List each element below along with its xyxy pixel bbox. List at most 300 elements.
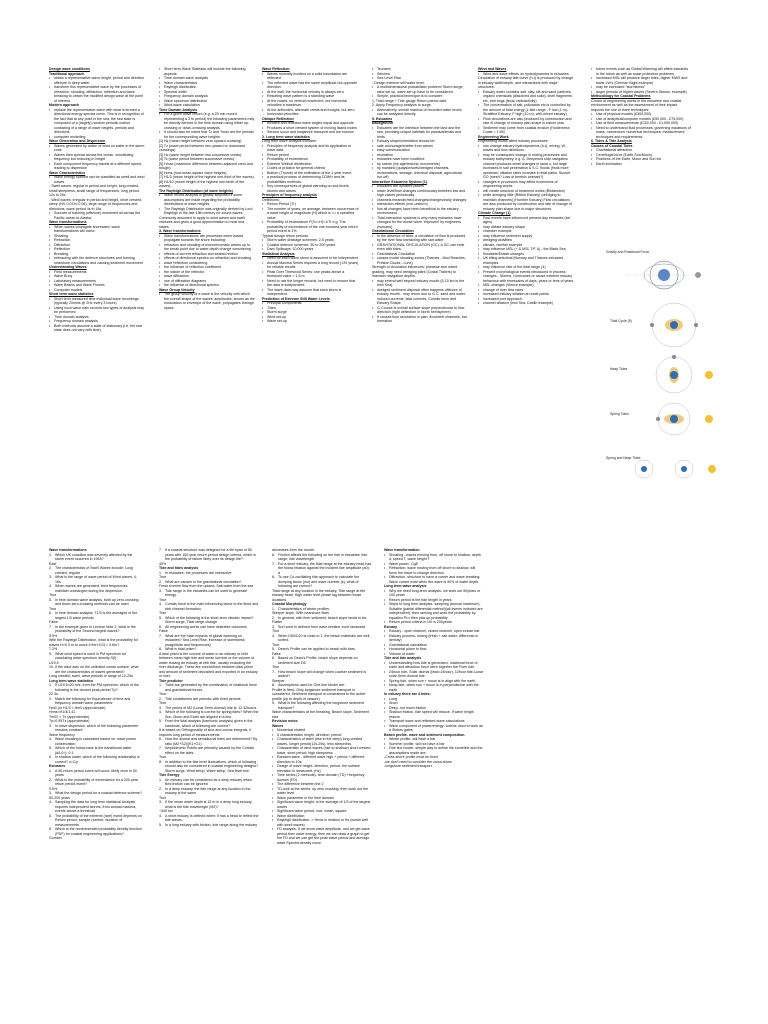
question-number: 5. bbox=[159, 719, 162, 723]
bullet-item: • The concentration of salt, pollutants etc is controlled by the amount of tidal energy (L tide range - F low (1 m), Stratified Estuary; F high (10 m), well-mixed estuary) bbox=[478, 103, 574, 117]
section-heading: Wave Reflection bbox=[262, 67, 290, 71]
bullet-item: • Winter profile- will have a bar bbox=[384, 737, 484, 742]
bullet-item: • computer modelling bbox=[49, 135, 145, 140]
question-number: 3. bbox=[49, 791, 52, 795]
question-number: 7. bbox=[272, 669, 275, 674]
question-text: The probability of the extreme (rare) event depends on Return period, sample number, duration of measurements. bbox=[55, 813, 142, 827]
text-line: Tidal range at any location in the estuary, Tide range at the estuary head, High water level phase lag between those locations bbox=[272, 588, 366, 602]
question-number: 6. bbox=[159, 624, 162, 629]
bullet-item: • Frequency domain analysis bbox=[49, 319, 145, 324]
text-line: Choice of engineering works in the estuarine and coastal environment as well as the assessment of their impact requires the use of three techniques: bbox=[591, 98, 682, 112]
bullet-item: • dredged sediment disposal often happens offshore of estuary mouth - may return due to G.C. sand and water induced currents, tidal currents, Coriolis force and Estuary Shape. bbox=[372, 288, 468, 306]
question-text: In the example given in Lecture Note 2, what is the probability of the Second largest waves? bbox=[55, 624, 136, 633]
question-text: Sampling the data for long term statistical Analysis requires independent storms, from annual maxima, events above a threshold bbox=[55, 800, 137, 813]
subheading: Estuaries bbox=[49, 764, 66, 768]
text-line: East bbox=[49, 561, 57, 566]
bullet-item: • Time domain wave analysis bbox=[159, 76, 255, 81]
bullet-item: • Flow circulations are also produced by construction and rate of change of estuary plan shape in nature plan. bbox=[478, 117, 574, 126]
bullet-item: • Laboratory measurements bbox=[49, 279, 145, 284]
question-item bbox=[49, 625, 142, 634]
text-line: - Design extreme still water level. bbox=[372, 80, 425, 85]
subheading: Long term wave statistics bbox=[49, 678, 93, 683]
bullet-item: • Peak Over Threshold Series: use peaks above a threshold value > 1.5 m bbox=[262, 270, 360, 279]
bullet-item: • Estuary process- mixing (fresh + salt water, difference in density) bbox=[384, 634, 484, 643]
question-text: Characteristics of winter profiles: bbox=[278, 606, 330, 611]
section-heading: Wave Generation and Dispersion bbox=[49, 139, 106, 143]
subheading: Background bbox=[372, 121, 393, 125]
bullet-item: • changes in processes may affect economics of engineering works: bbox=[478, 180, 574, 189]
bullet-item: • chamber example bbox=[478, 229, 574, 234]
question-text: When waves are generated, their frequencies maintain unchanged during the dispersion. bbox=[55, 584, 128, 593]
diagram-label-neap: Neap Tides bbox=[610, 367, 628, 371]
bullet-item: • When waves propagate shoreward, wave transformations will occur: bbox=[49, 225, 145, 234]
question-number: 9. bbox=[49, 651, 52, 656]
text-line: Flatter bbox=[272, 620, 283, 624]
bullet-item: • dredging activities bbox=[478, 238, 574, 243]
question-item bbox=[159, 580, 259, 585]
question-text: When D60/D10 is close to 1, the beach materials are well-sorted. bbox=[278, 633, 371, 642]
question-number: 10. bbox=[49, 665, 54, 669]
bullet-item: • channel siltation (Irish Sea, Dublin example) bbox=[478, 301, 574, 306]
bullet-item: • Need for each wave storm is assumed to be independent bbox=[262, 256, 360, 261]
question-text: What is tidal prism? bbox=[165, 647, 197, 651]
question-text: An estuary can be considered as a deep estuary when Bed friction can be ignored bbox=[165, 777, 252, 786]
question-item bbox=[49, 566, 142, 575]
bullet-item: • Past events have influenced present-day estuaries (ice ages) bbox=[478, 216, 574, 225]
question-number: 3. bbox=[49, 575, 52, 579]
question-text: Tide range in the estuaries can be used to generate energy. bbox=[165, 588, 248, 597]
question-text: In time domain wave analysis, both up zero-crossing and down zero-crossing methods can be used. bbox=[55, 597, 139, 606]
quiz-column-2 bbox=[159, 548, 259, 1022]
question-number: 7. bbox=[159, 633, 162, 638]
question-text: From the tidal analysis (harmonic analysis) given in the handouts, which of following are correct? bbox=[165, 719, 253, 728]
bullet-item: • UK tilting anticlinal (Norway and Thames estuaries examples bbox=[478, 256, 574, 265]
question-number: 2. bbox=[49, 566, 52, 570]
section-heading: Wave Group Velocity bbox=[159, 287, 195, 292]
question-item bbox=[159, 616, 259, 625]
notes-column-1 bbox=[49, 67, 145, 525]
text-line: True bbox=[159, 575, 167, 579]
text-line: Gumbel bbox=[49, 836, 62, 840]
bullet-item: • may influence rate of the tidal range (4) bbox=[478, 265, 574, 270]
text-line: True bbox=[159, 597, 167, 602]
bullet-item: • Random wave - different wave high + period + different direction to 10s. bbox=[272, 755, 372, 764]
section-heading: 5. Estuaries bbox=[372, 116, 393, 121]
question-item bbox=[159, 737, 259, 746]
question-item bbox=[272, 656, 372, 665]
bullet-item: • Resulting wave pattern is a standing wave bbox=[262, 94, 360, 99]
bullet-item: • can change estuary hydrodynamics (h-t), mixing, W-waves and flow directions bbox=[478, 144, 574, 153]
question-text: What is the probability of exceedance for a 200-year return period event? bbox=[55, 777, 139, 786]
bullet-item: • Wave transformations are processes when waves propagate towards the shore including: bbox=[159, 234, 255, 243]
bullet-item: • Return Period (Tr) bbox=[262, 202, 360, 207]
bullet-item: • Wind set-up bbox=[262, 315, 360, 320]
question-item bbox=[49, 724, 142, 733]
bullet-item: • floodable/Estatic changes bbox=[478, 252, 574, 257]
bullet-item: • increased estuary siltation at nodal points bbox=[478, 292, 574, 297]
text-line: Steeper bbox=[272, 678, 285, 683]
notes-column-3 bbox=[262, 67, 360, 545]
section-heading: Oblique Reflection bbox=[262, 116, 294, 121]
bullet-item: • may be increased "storminess" bbox=[591, 85, 691, 90]
bullet-item: • Field measurements bbox=[49, 270, 145, 275]
question-item bbox=[159, 778, 259, 787]
text-line: -longshore sediment transport bbox=[384, 764, 432, 768]
diagram-label-spring: Spring Tides bbox=[610, 412, 629, 416]
question-text: In shallow water, which of the following relationship is correct? c=Cg bbox=[55, 755, 140, 764]
question-item bbox=[49, 791, 142, 796]
bullet-item: • Storm surge bbox=[262, 310, 360, 315]
question-number: 6. bbox=[49, 755, 52, 759]
question-number: 3. bbox=[159, 705, 162, 710]
bullet-item: • Wave characteristics bbox=[159, 81, 255, 86]
bullet-item: • Extreme Weibull distribution bbox=[262, 162, 360, 167]
subheading: Beach profile- wave and sediment composition. bbox=[384, 732, 466, 737]
bullet-item: • Codes of practice for general criteria bbox=[262, 166, 360, 171]
question-item bbox=[159, 589, 259, 598]
question-number: 5. bbox=[49, 746, 52, 750]
quiz-column-3 bbox=[272, 548, 372, 1022]
bullet-item: • Diffraction- structure to have a corner and wave breaking. Wave corner exist when the wave is 90% of water depth. bbox=[384, 575, 484, 584]
bullet-item: • Reflection bbox=[49, 247, 145, 252]
question-number: 3. bbox=[159, 588, 162, 593]
subheading: Revision notes bbox=[272, 719, 298, 723]
bullet-item: • Steps to long term analysis- sampling (annual maximum), Suitable (partial differential method)(all events included are independent), then ranking and work the probability by equation Pi=i then pick up probability bbox=[384, 602, 484, 620]
bullet-item: • effects of directional spectra on refraction and shoaling bbox=[159, 256, 255, 261]
bullet-item: • Breaking bbox=[49, 252, 145, 257]
question-item bbox=[49, 665, 142, 674]
bullet-item: • Design of wave height, direction, period- the surface elevation is measured. (Hz) bbox=[272, 764, 372, 773]
bullet-item: • Long bbox=[384, 697, 484, 702]
bullet-item: • Positions of the Earth, Moon and Sun etc bbox=[591, 157, 691, 162]
question-item bbox=[272, 607, 372, 612]
question-text: Based on Dean's Profile, beach slope depends on sediment size D5 bbox=[278, 656, 358, 665]
bullet-item: • Diffraction bbox=[49, 243, 145, 248]
bullet-item: • easy communication bbox=[372, 148, 468, 153]
bullet-item: • Rayleigh distribution bbox=[159, 85, 255, 90]
question-item bbox=[49, 746, 142, 755]
bullet-item: • by nature (ice age/tectonic movements) bbox=[372, 162, 468, 167]
bullet-item: • Return period criteria in UK is 200years. bbox=[384, 620, 484, 625]
bullet-item: • The Rayleigh Distribution was originally derived by Lord Rayleigh in the late 19th century for sound waves. bbox=[159, 207, 255, 216]
bullet-item: • Tsunami bbox=[372, 67, 468, 72]
diagram-label-gravity: Gravity and Rotational Force bbox=[606, 250, 650, 254]
bullet-item: • Shallow friction, tide speed will reduce. If wave length reduce bbox=[384, 710, 484, 719]
bullet-item: • Wave power- CgE bbox=[384, 562, 484, 567]
bullet-item: • Centrifugal force (Earth-Sun/Moon) bbox=[591, 153, 691, 158]
text-line: 5.5% bbox=[49, 633, 58, 638]
question-item bbox=[159, 823, 259, 828]
question-number: 1. bbox=[49, 768, 52, 773]
question-item bbox=[272, 616, 372, 621]
text-line: [6] Hrms (root-mean-square wave heights). bbox=[159, 170, 228, 175]
bullet-item: • Significant wave period- root, mean, square. bbox=[272, 809, 372, 814]
text-line: U19.5 bbox=[49, 660, 59, 665]
text-line: decreases from the mouth. bbox=[272, 548, 315, 552]
bullet-item: • Rayleigh distribution -> Hrms in relation to Hs (works well with swell waves) bbox=[272, 818, 372, 827]
text-line: True bbox=[49, 593, 57, 597]
bullet-item: • change of river flow rates bbox=[478, 288, 574, 293]
question-text: What is the following affecting the longshore sediment transport? bbox=[278, 701, 364, 710]
question-text: Amphidromic Points are primarily caused by the Coriolis effect on the tides. bbox=[165, 746, 255, 755]
revision-column-4 bbox=[384, 548, 484, 1022]
text-line: [8] H1/10 (mean height of the highest one-tenth of the waves). bbox=[159, 179, 245, 188]
question-number: 7. bbox=[272, 561, 275, 566]
text-line: Definitions: bbox=[262, 197, 280, 202]
text-line: Hrms=H1/3/1.41 bbox=[49, 710, 76, 714]
question-item bbox=[159, 571, 259, 576]
bullet-item: • Sources of tracking (offshore) monitored all across the Pacific ocean to Alaska. bbox=[49, 211, 145, 220]
question-item bbox=[49, 652, 142, 661]
question-text: What are causes to the gravitational circulation? bbox=[165, 579, 242, 584]
bullet-item: • Principal components: bbox=[262, 301, 360, 306]
question-item bbox=[159, 719, 259, 728]
bullet-item: • Wave set-up bbox=[262, 319, 360, 324]
bullet-item: • GRAVITATIONAL CIRCULATION (GC). A GC can exist even with tides. bbox=[372, 243, 468, 252]
bullet-item: • Gravitational calculation bbox=[384, 643, 484, 648]
text-line: Fresh riverine flow from the upland, Salt water from the sea bbox=[159, 584, 254, 588]
question-text: Surf zone is defined from wave breaker zone landward. bbox=[278, 624, 366, 629]
bullet-item: • larger periods of higher waves (Severn Stones, example) bbox=[591, 90, 691, 95]
question-number: 5. bbox=[159, 822, 162, 827]
bullet-item: • Refraction bbox=[49, 238, 145, 243]
text-line: ~540 km bbox=[159, 809, 173, 813]
question-item bbox=[272, 701, 372, 710]
question-text: In wave dispersion, which of the following parameter remains constant: bbox=[55, 723, 139, 732]
bullet-item: • Annual Maxima Series requires a long record (>20 years) for reliable results bbox=[262, 261, 360, 270]
bullet-item: • Wave distribution bbox=[272, 814, 372, 819]
text-line: 7.2% bbox=[49, 647, 58, 651]
question-item bbox=[159, 787, 259, 796]
bullet-item: • It should also be noted that Tz and Tmax are the periods for the corresponding wave heights bbox=[159, 130, 255, 139]
bullet-item: • while dredging little (Ribble Estuary) (dredging to maintain channels) (Humber Estuary) Flow circulations are also produced by construction and rate of change of estuary plan shape due to major structures. bbox=[478, 193, 574, 211]
question-text: If the mean water depth is 15 m in a deep long estuary, what is the tide wavelength (M2)? bbox=[165, 800, 253, 809]
question-number: 5. bbox=[49, 597, 52, 602]
text-line: 2. Apply Frequency analysis to surge. bbox=[372, 103, 432, 107]
question-item bbox=[272, 562, 372, 576]
question-text: What is the range of wave period of Wind waves: 4-16s bbox=[55, 575, 138, 584]
bullet-item: • One line model- simple way to define the shoreline and the assumptions made are: bbox=[384, 746, 484, 755]
bullet-item: • Alternatively, overall maxima of recorded water levels can be analysed directly. bbox=[372, 108, 468, 117]
text-line: Long term wave analysis includes: bbox=[262, 139, 317, 143]
bullet-item: • Wave parameter in the time domain bbox=[272, 796, 372, 801]
bullet-item: • Earth inclination bbox=[591, 162, 691, 167]
bullet-item: • Both methods assume a state of stationary (i.e. the sea state does not vary with time). bbox=[49, 324, 145, 333]
bullet-item: • by mankind (quays/wharfs/dredged channels, reclamations, sewage, chemical disposal, agricultural run-off) bbox=[372, 166, 468, 180]
bullet-item: • the nature of the reflector bbox=[159, 270, 255, 275]
bullet-item: • FD analysis- If we know wave amplitude, and we get wave period then wave energy, then we can draw a graph to get the FD and we can get the peak wave period and average wave Spectra density curve bbox=[272, 827, 372, 845]
text-line: [7] H1/3 (mean height of the highest one-third of the waves). bbox=[159, 175, 255, 179]
text-line: 50-200 years bbox=[49, 795, 70, 800]
text-line: A tidal prism is the volume of water in an estuary or inlet between mean high tide and mean low tide or the volume of water leaving an estuary at ebb tide, usually excluding the river discharge. These are connections between tidal prism and amount of sediment deposited and exported in an estuary or inlet. bbox=[159, 651, 258, 678]
question-number: 9. bbox=[272, 701, 275, 705]
question-number: 2. bbox=[159, 579, 162, 584]
question-number: 3. bbox=[49, 723, 52, 728]
spring-tide-diagram bbox=[656, 403, 713, 435]
bullet-item: • the influence of reflection coefficient bbox=[159, 265, 255, 270]
question-number: 1. bbox=[159, 683, 162, 687]
bullet-item: • Deep- not much friction bbox=[384, 706, 484, 711]
bullet-item: • Tidal interaction systems is why many estuaries have changed for the worse when 'improved' by engineers (humans). bbox=[372, 216, 468, 230]
question-item bbox=[159, 683, 259, 692]
question-item bbox=[272, 647, 372, 652]
bullet-item: • Wave energy spectra can be classified as swell and wind waves. bbox=[49, 175, 145, 184]
question-item bbox=[159, 697, 259, 702]
text-line: True bbox=[159, 701, 167, 705]
subheading: Long term wave analysis bbox=[384, 584, 427, 588]
text-line: True bbox=[272, 629, 280, 633]
bullet-item: • Significant wave height- is the average of 1/3 of the largest waves bbox=[272, 800, 372, 809]
bullet-item: • Understanding how tide is generated- rotational force of earth and attraction force were together the Form tide. bbox=[384, 661, 484, 670]
bullet-item: • Estuary shape/orientation should be: bbox=[372, 139, 468, 144]
text-line: False bbox=[49, 620, 58, 624]
notes-column-6 bbox=[591, 67, 691, 247]
subheading: Modern approach bbox=[49, 103, 80, 107]
question-number: 8. bbox=[159, 647, 162, 651]
text-line: [5] Hmax (maximum difference between adjacent crest and trough). bbox=[159, 161, 253, 170]
bullet-item: • Need to use the longer records, but need to ensure that the data is independent. bbox=[262, 279, 360, 288]
bullet-item: • Wave record analysis is greatly simplified if some assumptions are made regarding the probability distributions of wave heights. bbox=[159, 193, 255, 207]
bullet-item: • may influence MSL (+ & MSL T/F &) - the Black Sea bbox=[478, 247, 574, 252]
text-line: True bbox=[159, 692, 167, 696]
bullet-item: • 5 characteristics height, direction, period bbox=[272, 733, 372, 738]
question-text: Which of the follow case is the transitional water (d/L0=): 0.1 bbox=[55, 746, 132, 755]
question-number: 1. bbox=[49, 552, 52, 557]
question-text: Wave shoaling is calculated based on: wave power conservation bbox=[55, 737, 137, 746]
subheading: Tide predictor bbox=[159, 678, 183, 683]
text-line: False bbox=[159, 629, 168, 633]
question-number: 6. bbox=[272, 552, 275, 557]
bullet-item: • Serious scour and longshore transport and toe erosion bbox=[262, 130, 360, 135]
bullet-item: • Present morphological events introduced in process changes - Storms, Hurricanes or cause extreme estuary behaviour with timescales of days, years or tens of years bbox=[478, 270, 574, 284]
question-text: For a short estuary, the tidal range at the estuary head has the follow relation against the incident tide amplitude (a0): a bbox=[278, 561, 372, 575]
question-number: 7. bbox=[159, 746, 162, 750]
question-text: In a deep estuary, the tide range at any location in the estuary is the same. bbox=[165, 786, 251, 795]
bullet-item: • Frequency domain analysis bbox=[159, 94, 255, 99]
bullet-item: • Not all changes have been beneficial to the estuary environment. bbox=[372, 207, 468, 216]
text-line: Long crested, swell, wave periods in range of 12-25s bbox=[49, 674, 133, 678]
bullet-item: • obtain a representative wave height, period and direction offshore in deep water. bbox=[49, 76, 145, 85]
text-line: Commonly assumed to apply to wind waves and swell mixtures and gives a good approximation to most sea states. bbox=[159, 215, 245, 229]
bullet-item: • The reflected wave has the same amplitude but opposite direction bbox=[262, 81, 360, 90]
question-item bbox=[49, 598, 142, 607]
bullet-item: • Characteristic of wind waves (rise to shallow) short crested wave, short period, high steepness. bbox=[272, 746, 372, 755]
bullet-item: • Tides bbox=[262, 306, 360, 311]
bullet-item: • use of diffraction diagrams bbox=[159, 279, 255, 284]
text-line: 40% bbox=[159, 561, 167, 566]
section-heading: Design wave conditions bbox=[49, 67, 90, 71]
bullet-item: • estuaries have been modified: bbox=[372, 157, 468, 162]
question-text: Friction affects the following on the tide in estuaries: tide range, tide wavelength bbox=[278, 552, 368, 561]
bullet-item: • For a given wave record (e.g. a 20 min record representing a 3 hr period) the following parameters may be directly derived in the time domain using either up-crossing or down-crossing analysis. bbox=[159, 112, 255, 130]
bullet-item: • causes model shoaling zones (Thames - Mud Reaches, Preston Docks - Lune) bbox=[372, 256, 468, 265]
text-line: Tm02 = Tz (approximate) bbox=[49, 714, 90, 719]
question-item bbox=[49, 697, 142, 706]
text-line: [2] Tz (wave period between two upward or downward crossings). bbox=[159, 143, 246, 152]
bullet-item: • Short term measured time individual wave recordings (typically 20mins @ 2Hz every 3 hours) bbox=[49, 297, 145, 306]
section-heading: Prediction of Extreme Still Water Levels bbox=[262, 296, 330, 301]
question-text: Which of the following is the short-term climatic impact? Storm surge, Tidal range change bbox=[165, 615, 254, 624]
text-line: Engineering works affect estuary processes: bbox=[478, 139, 549, 143]
question-number: 2. bbox=[159, 696, 162, 701]
text-line: Wave frequency bbox=[49, 732, 75, 737]
subheading: Wave transformation bbox=[384, 548, 420, 552]
question-text: In addition to the tide level fluctuations, which of following should also be considered in coastal engineering designs? Storm surge, Wind setup, Wave setup, Sea level rise bbox=[165, 759, 259, 773]
bullet-item: • recreation bbox=[372, 153, 468, 158]
bullet-item: • increased MSL will produce larger tides, higher MWS and lower LW's (German Bight example) bbox=[591, 76, 691, 85]
bullet-item: • Waves normally incident on a solid boundaries are reflected bbox=[262, 72, 360, 81]
bullet-item: • Wind-wave calculation bbox=[159, 103, 255, 108]
bullet-item: • the influence of directional spectra. bbox=[159, 283, 255, 288]
question-number: 4. bbox=[49, 584, 52, 588]
question-text: How beach slope will change when coarser sediment is added? bbox=[278, 669, 367, 678]
section-heading: Engineering Work bbox=[478, 134, 509, 139]
text-line: With the Rayleigh Distribution, what is the probability for waves H>0.3 m to occur if the H1/3 = 0.6m? bbox=[49, 638, 138, 647]
question-item bbox=[49, 584, 142, 593]
text-line: Hm0 (or H1/3 = Hm0 (approximate) bbox=[49, 705, 106, 710]
quiz-column-1 bbox=[49, 548, 142, 1022]
bullet-item: • may extend well beyond estuary mouth (5-15 km in the Irish Sea). bbox=[372, 279, 468, 288]
question-text: A 50-return period event will occur: likely once in 50 years bbox=[55, 768, 137, 777]
bullet-item: • increased port approach bbox=[478, 297, 574, 302]
neap-tide-diagram bbox=[656, 355, 713, 393]
subheading: Tide and tide analysis bbox=[384, 656, 422, 660]
question-text: All engineering works can have desirable outcomes bbox=[165, 624, 247, 629]
question-item bbox=[49, 611, 142, 620]
bullet-item: • G-Course is overall surface slope perpendicular to flow direction (right deflection in North hemisphere) bbox=[372, 306, 468, 315]
question-text: Tides are generated by the combination of rotational force and gravitational forces. bbox=[165, 683, 257, 692]
bullet-item: • wave diffraction bbox=[159, 274, 255, 279]
bullet-item: • The group velocity of a wave is the velocity with which the overall shape of the waves' amplitudes, known as the modulation or envelope of the wave, propagates through space. bbox=[159, 292, 255, 310]
bullet-item: • Need to understand fluid processes; governing equations of mass, momentum; numerical techniques; measurement techniques and requirements. bbox=[591, 126, 691, 140]
text-line: - Swell waves: regular in period and height, long crested, small steepness, small range of frequencies, long period 12s to 25s bbox=[49, 184, 140, 197]
bullet-item: • Wave spectrum distribution bbox=[159, 99, 255, 104]
question-item bbox=[49, 778, 142, 787]
bullet-item: • channels meander/bed-changes/changes/early changes bbox=[372, 198, 468, 203]
bullet-item: • future events such as Global Warming will affect estuaries in the future as well as coast protection problems bbox=[591, 67, 691, 76]
question-text: If a coastal structure was designed for a life span of 50 years with 100-year return period design criteria, which is the probability of failure likely over its design life? bbox=[165, 548, 256, 561]
question-item bbox=[49, 800, 142, 814]
question-number: 8. bbox=[159, 759, 162, 764]
bullet-item: • Interacting with the defence structures and forming nearshore circulations and causing sediment movement bbox=[49, 256, 145, 265]
bullet-item: • Estuary - open channel, closed channel, open eclose bar. bbox=[384, 629, 484, 634]
bullet-item: • will create structure of treatment works (Birdanston) bbox=[478, 189, 574, 194]
bullet-item: • Spring tide- when sun + moon is in align with the earth bbox=[384, 679, 484, 684]
question-text: If U19.5=20 m/s, from the PM spectrum, which of the following is the closest peak period Tp? bbox=[55, 683, 139, 692]
text-line: - Wind waves: irregular in period and height, short crested, steep (H/L 0.03 to 0.06), large range of frequencies and directions, wave period 4s to 16s bbox=[49, 197, 143, 211]
bullet-item: • may influence sediment supply bbox=[478, 234, 574, 239]
question-text: Match the following for Equivalence of time and frequency domain wave parameters: bbox=[55, 696, 131, 705]
bullet-item: • The number of years, on average, between occurrence of a wave height of magnitude (H) which is >= a specified value bbox=[262, 207, 360, 221]
bullet-item: • Seiches bbox=[372, 72, 468, 77]
section-heading: Wind and Waves bbox=[478, 67, 507, 71]
question-item bbox=[49, 683, 142, 692]
bullet-item: • may be consequent change in mixing processes and estuary bathymetry, e.g. A. Deepened ship navigation channel produces small changes in sand u, but large increases in salt penetration & S.C. floods (finds more upstream, siltation rates increase in tidal parks. Sunset GO (mesh? Loss of benthic animals?) bbox=[478, 153, 574, 180]
tide-diagram-svg bbox=[604, 247, 724, 497]
bullet-item: • Estuary water contains salt, clay, silt and sand particles, organic chemicals (dissolved and solid), shell fragments etc, and bugs (fecal, radioactivity) bbox=[478, 90, 574, 104]
diagram-label-spring-neap: Spring and Neap Tides bbox=[606, 456, 641, 460]
section-heading: Statistical Analysis bbox=[262, 251, 295, 256]
text-line: Circulation of estuary tide curve (h-t) is produced by change in estuary width/depth, and interactions with major structures. bbox=[478, 76, 574, 89]
text-line: Tp=0.95Tz (approximate) bbox=[49, 719, 90, 723]
question-number: 6. bbox=[272, 656, 275, 660]
question-item bbox=[159, 602, 259, 611]
bullet-item: • wave reflection considering bbox=[159, 261, 255, 266]
question-item bbox=[159, 710, 259, 719]
section-heading: Methodology for Coastal Problems bbox=[591, 94, 651, 98]
question-item bbox=[159, 625, 259, 630]
bullet-item: • Shoaling - waves moving from, off shore to shallow, depth d, speed T, wave height T bbox=[384, 553, 484, 562]
